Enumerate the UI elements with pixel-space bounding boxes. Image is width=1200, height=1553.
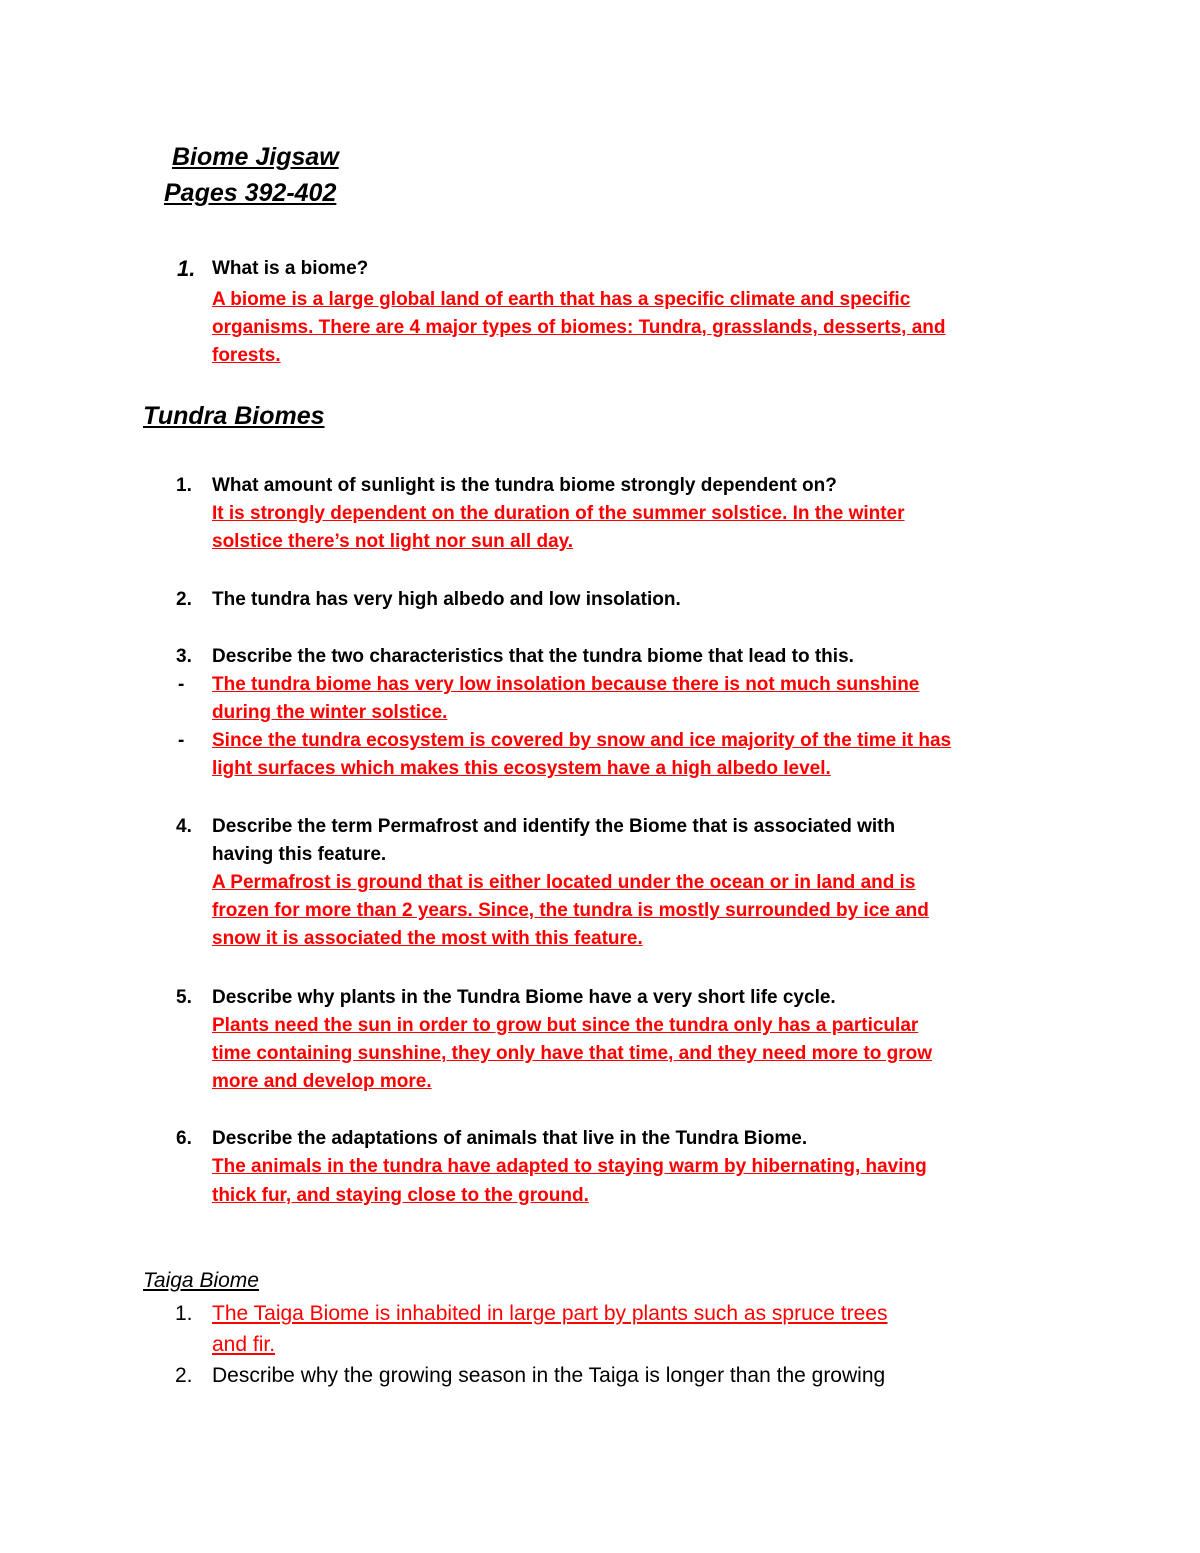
question-text: Describe the two characteristics that the tundra biome that lead to this.: [212, 646, 854, 667]
question-number: 3.: [176, 646, 192, 667]
section-heading-taiga: Taiga Biome: [143, 1269, 259, 1292]
answer-line: The animals in the tundra have adapted to staying warm by hibernating, having: [212, 1156, 927, 1177]
answer-line: thick fur, and staying close to the ground.: [212, 1185, 589, 1206]
bullet-dash: -: [178, 730, 185, 751]
answer-line: light surfaces which makes this ecosystem have a high albedo level.: [212, 758, 831, 779]
question-number: 2.: [175, 1364, 193, 1387]
question-text: Describe the adaptations of animals that live in the Tundra Biome.: [212, 1128, 808, 1149]
answer-line: more and develop more.: [212, 1071, 432, 1092]
answer-line: Plants need the sun in order to grow but since the tundra only has a particular: [212, 1015, 919, 1036]
section-heading-tundra: Tundra Biomes: [143, 402, 325, 430]
page-range: Pages 392-402: [164, 179, 337, 207]
answer-line: The Taiga Biome is inhabited in large part by plants such as spruce trees: [212, 1302, 888, 1325]
answer-line: and fir.: [212, 1333, 276, 1356]
question-number: 4.: [176, 816, 192, 837]
answer-line: A Permafrost is ground that is either located under the ocean or in land and is: [212, 872, 916, 893]
bullet-dash: -: [178, 674, 185, 695]
question-number: 1.: [175, 1302, 193, 1325]
answer-line: organisms. There are 4 major types of biomes: Tundra, grasslands, desserts, and: [212, 317, 946, 338]
answer-line: forests.: [212, 345, 281, 366]
question-text: What is a biome?: [212, 258, 369, 279]
document-title: Biome Jigsaw: [172, 143, 339, 171]
question-number: 2.: [176, 589, 192, 610]
question-text: The tundra has very high albedo and low insolation.: [212, 589, 681, 610]
answer-line: time containing sunshine, they only have that time, and they need more to grow: [212, 1043, 932, 1064]
answer-line: during the winter solstice.: [212, 702, 448, 723]
question-text: What amount of sunlight is the tundra biome strongly dependent on?: [212, 475, 837, 496]
question-number: 5.: [176, 987, 192, 1008]
answer-line: The tundra biome has very low insolation because there is not much sunshine: [212, 674, 920, 695]
answer-line: solstice there’s not light nor sun all day.: [212, 531, 574, 552]
question-number: 1.: [177, 256, 196, 281]
answer-line: snow it is associated the most with this feature.: [212, 928, 643, 949]
question-number: 6.: [176, 1128, 192, 1149]
question-text: Describe the term Permafrost and identify the Biome that is associated with: [212, 816, 896, 837]
answer-line: frozen for more than 2 years. Since, the tundra is mostly surrounded by ice and: [212, 900, 929, 921]
answer-line: A biome is a large global land of earth that has a specific climate and specific: [212, 289, 911, 310]
question-text: Describe why the growing season in the Taiga is longer than the growing: [212, 1364, 886, 1387]
question-text: Describe why plants in the Tundra Biome have a very short life cycle.: [212, 987, 836, 1008]
question-text: having this feature.: [212, 844, 387, 865]
question-number: 1.: [176, 475, 192, 496]
answer-line: Since the tundra ecosystem is covered by snow and ice majority of the time it has: [212, 730, 952, 751]
answer-line: It is strongly dependent on the duration of the summer solstice. In the winter: [212, 503, 905, 524]
